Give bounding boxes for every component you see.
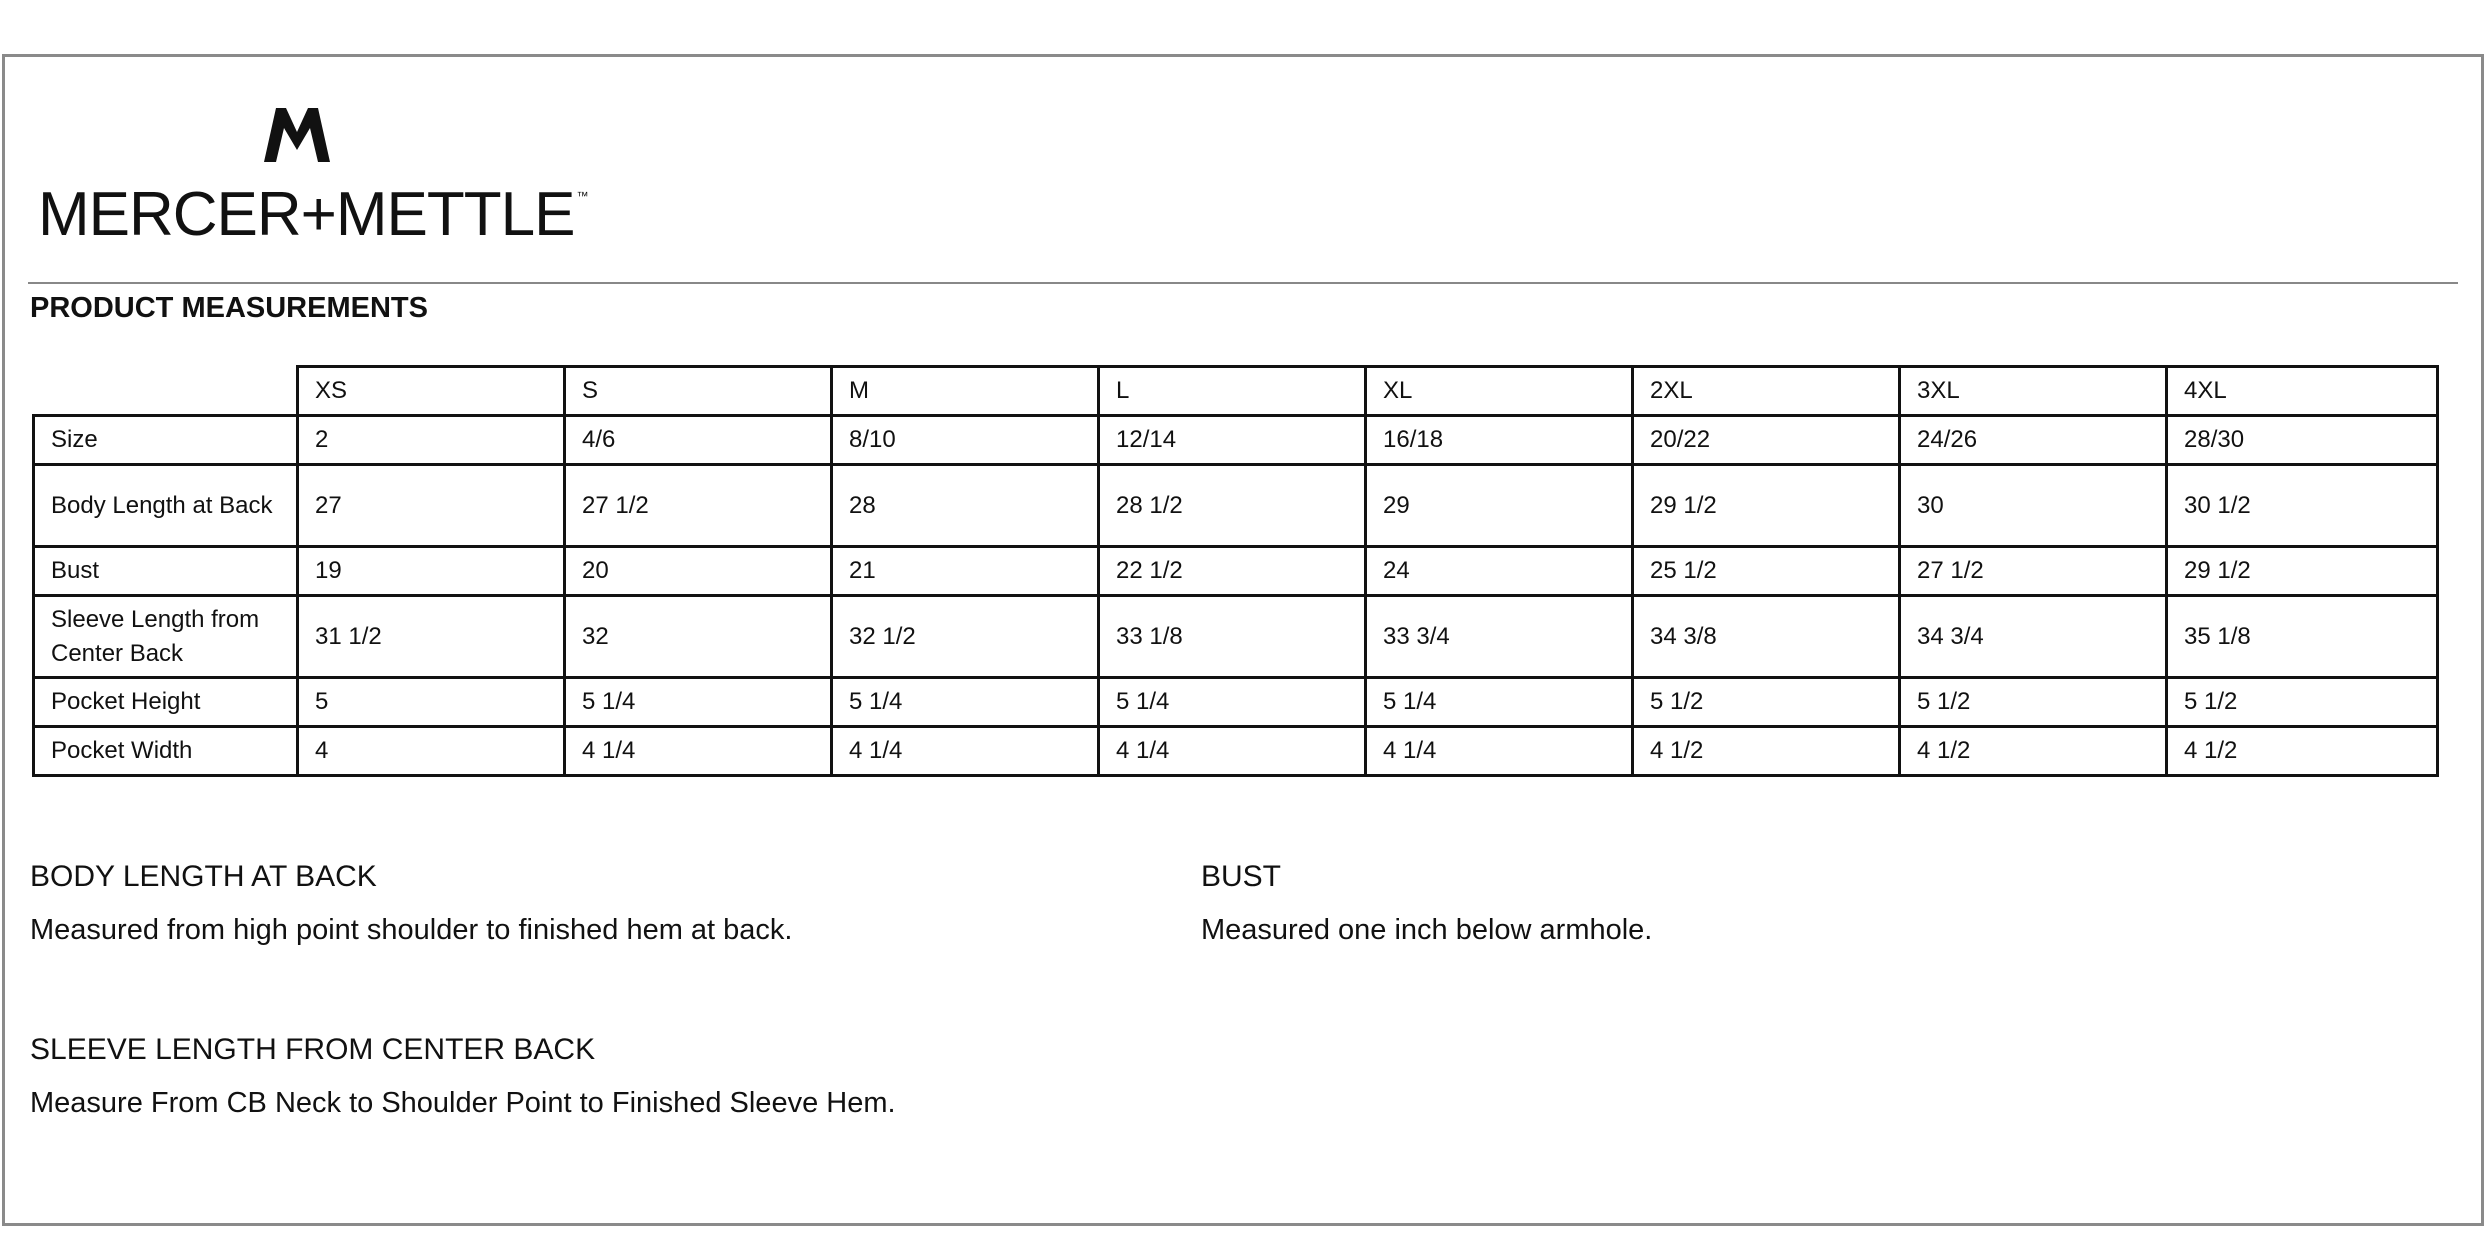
table-cell: 27 1/2 xyxy=(565,465,832,547)
table-cell: 27 1/2 xyxy=(1900,547,2167,596)
table-cell: 5 1/4 xyxy=(1099,678,1366,727)
brand-name: MERCER+METTLE xyxy=(38,180,575,249)
table-cell: 20 xyxy=(565,547,832,596)
bust-description: Measured one inch below armhole. xyxy=(1201,914,1653,946)
table-cell: 31 1/2 xyxy=(298,596,565,678)
table-cell: 4/6 xyxy=(565,416,832,465)
section-title: PRODUCT MEASUREMENTS xyxy=(30,292,428,324)
table-cell: 35 1/8 xyxy=(2167,596,2438,678)
table-cell: 33 3/4 xyxy=(1366,596,1633,678)
table-cell: 5 1/2 xyxy=(1900,678,2167,727)
table-row xyxy=(34,465,2438,547)
table-cell: 20/22 xyxy=(1633,416,1900,465)
header-row xyxy=(34,367,2438,416)
table-cell: 29 1/2 xyxy=(1633,465,1900,547)
size-header: XS xyxy=(298,367,565,416)
sleeve-length-heading: SLEEVE LENGTH FROM CENTER BACK xyxy=(30,1033,596,1066)
table-cell: 4 1/2 xyxy=(2167,727,2438,776)
table-cell: 29 xyxy=(1366,465,1633,547)
row-label: Bust xyxy=(34,547,298,596)
table-cell: 2 xyxy=(298,416,565,465)
table-cell: 32 1/2 xyxy=(832,596,1099,678)
table-row xyxy=(34,678,2438,727)
table-cell: 32 xyxy=(565,596,832,678)
table-cell: 29 1/2 xyxy=(2167,547,2438,596)
sleeve-length-description: Measure From CB Neck to Shoulder Point to Finished Sleeve Hem. xyxy=(30,1087,896,1119)
table-cell: 22 1/2 xyxy=(1099,547,1366,596)
table-cell: 4 1/2 xyxy=(1900,727,2167,776)
table-row xyxy=(34,596,2438,678)
size-header: 2XL xyxy=(1633,367,1900,416)
table-cell: 4 1/4 xyxy=(1366,727,1633,776)
trademark-symbol: ™ xyxy=(576,189,588,203)
size-header: 4XL xyxy=(2167,367,2438,416)
corner-cell xyxy=(34,367,298,416)
table-cell: 4 1/4 xyxy=(1099,727,1366,776)
row-label: Pocket Height xyxy=(34,678,298,727)
size-header: L xyxy=(1099,367,1366,416)
header-divider xyxy=(28,282,2458,284)
table-cell: 5 1/4 xyxy=(565,678,832,727)
table-cell: 25 1/2 xyxy=(1633,547,1900,596)
table-cell: 34 3/4 xyxy=(1900,596,2167,678)
measurements-table xyxy=(32,365,2439,777)
body-length-description: Measured from high point shoulder to finished hem at back. xyxy=(30,914,793,946)
table-cell: 5 1/4 xyxy=(832,678,1099,727)
brand-mark-icon xyxy=(264,108,330,162)
table-cell: 5 1/2 xyxy=(1633,678,1900,727)
table-cell: 24 xyxy=(1366,547,1633,596)
row-label: Pocket Width xyxy=(34,727,298,776)
table-cell: 4 1/4 xyxy=(565,727,832,776)
body-length-heading: BODY LENGTH AT BACK xyxy=(30,860,377,893)
bust-heading: BUST xyxy=(1201,860,1282,893)
brand-logo xyxy=(38,108,588,249)
table-cell: 28 xyxy=(832,465,1099,547)
row-label: Body Length at Back xyxy=(34,465,298,547)
table-cell: 30 xyxy=(1900,465,2167,547)
table-cell: 21 xyxy=(832,547,1099,596)
size-header: 3XL xyxy=(1900,367,2167,416)
table-cell: 4 1/2 xyxy=(1633,727,1900,776)
table-cell: 30 1/2 xyxy=(2167,465,2438,547)
table-cell: 28/30 xyxy=(2167,416,2438,465)
table-cell: 28 1/2 xyxy=(1099,465,1366,547)
table-cell: 5 xyxy=(298,678,565,727)
table-cell: 19 xyxy=(298,547,565,596)
table-row xyxy=(34,727,2438,776)
size-header: M xyxy=(832,367,1099,416)
table-cell: 4 xyxy=(298,727,565,776)
table-cell: 34 3/8 xyxy=(1633,596,1900,678)
row-label: Sleeve Length from Center Back xyxy=(34,596,298,678)
table-cell: 5 1/2 xyxy=(2167,678,2438,727)
table-cell: 12/14 xyxy=(1099,416,1366,465)
table-cell: 33 1/8 xyxy=(1099,596,1366,678)
table-cell: 27 xyxy=(298,465,565,547)
size-header: XL xyxy=(1366,367,1633,416)
table-cell: 4 1/4 xyxy=(832,727,1099,776)
table-row xyxy=(34,547,2438,596)
size-header: S xyxy=(565,367,832,416)
table-row xyxy=(34,416,2438,465)
table-cell: 5 1/4 xyxy=(1366,678,1633,727)
table-cell: 16/18 xyxy=(1366,416,1633,465)
table-cell: 24/26 xyxy=(1900,416,2167,465)
row-label: Size xyxy=(34,416,298,465)
brand-wordmark xyxy=(38,180,588,249)
table-cell: 8/10 xyxy=(832,416,1099,465)
